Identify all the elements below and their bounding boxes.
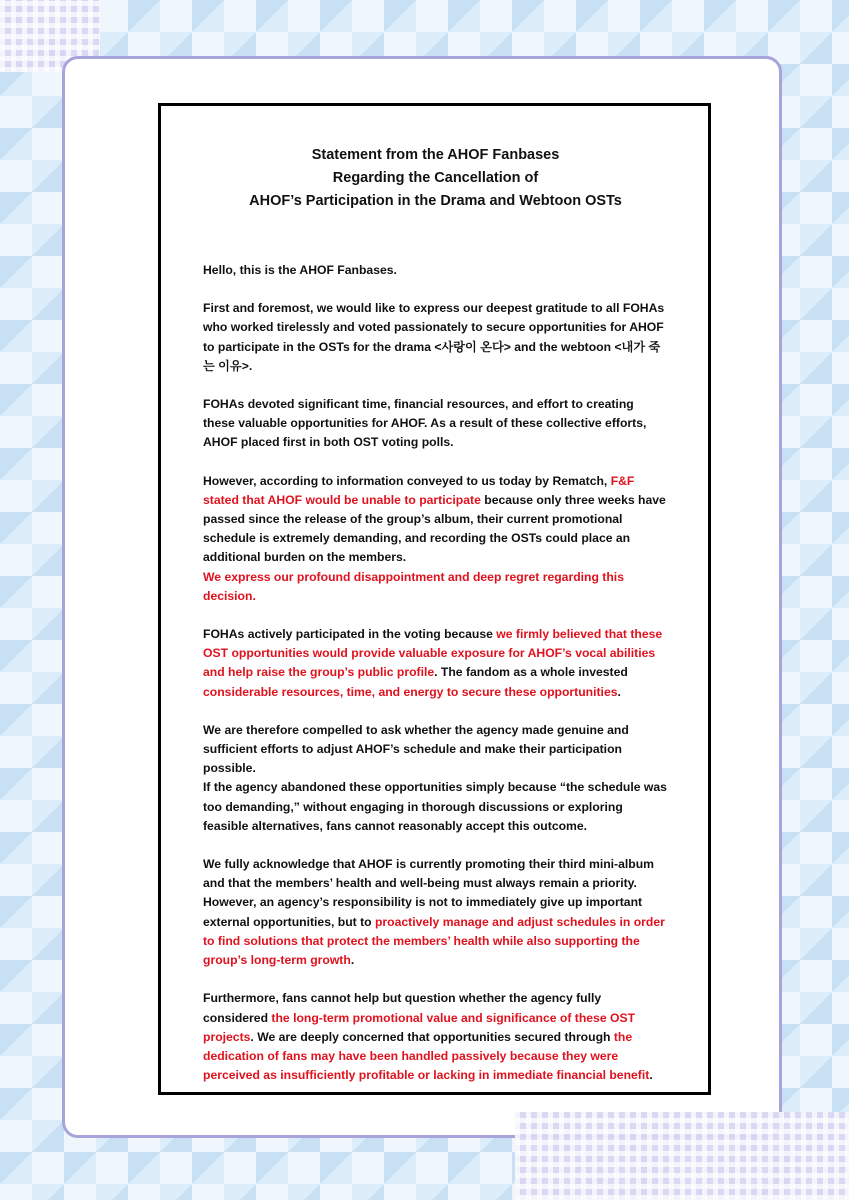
paragraph-text: . We are deeply concerned that opportunities secured through (250, 1029, 614, 1044)
paragraph-text: . (350, 953, 355, 968)
paragraph-text: FOHAs devoted significant time, financial resources, and effort to creating these valuable opportunities for AHOF. As a result of these collective efforts, AHOF placed first in both OST voting polls. (203, 397, 647, 450)
statement-paragraph (203, 299, 668, 376)
statement-paragraph (203, 989, 668, 1085)
title-line-2: Regarding the Cancellation of (332, 170, 539, 186)
highlighted-text: considerable resources, time, and energy to secure these opportunities (203, 684, 618, 699)
statement-paragraph (203, 625, 668, 702)
statement-paragraph (203, 472, 668, 606)
statement-title (199, 144, 672, 213)
paragraph-text: Hello, this is the AHOF Fanbases. (203, 263, 397, 277)
paragraph-text: because only three weeks have passed since the release of the group’s album, their current promotional schedule is extremely demanding, and recording the OSTs could place an additional burden on the members. (203, 492, 666, 565)
statement-document (158, 103, 711, 1095)
statement-body (203, 261, 668, 1085)
highlighted-text: F&F stated that AHOF would be unable to participate (203, 473, 635, 507)
statement-paragraph (203, 855, 668, 970)
paragraph-text: However, according to information conveyed to us today by Rematch, (203, 473, 611, 488)
statement-paragraph (203, 395, 668, 453)
paragraph-text: . (649, 1068, 653, 1083)
statement-paragraph (203, 261, 668, 280)
statement-paragraph (203, 721, 668, 836)
paragraph-text: We are therefore compelled to ask whether the agency made genuine and sufficient efforts to adjust AHOF’s schedule and make their participation possible. (203, 722, 629, 776)
paragraph-text: If the agency abandoned these opportunities simply because “the schedule was too demanding,” without engaging in thorough discussions or exploring feasible alternatives, fans cannot reasonably accept this outcome. (203, 780, 667, 833)
washi-tape-bottom-right (515, 1112, 849, 1200)
highlighted-text: We express our profound disappointment and deep regret regarding this decision. (203, 569, 624, 603)
paragraph-text: FOHAs actively participated in the voting because (203, 627, 497, 642)
title-line-3: AHOF’s Participation in the Drama and Webtoon OSTs (249, 193, 622, 209)
paragraph-text: . The fandom as a whole invested (434, 665, 628, 680)
paragraph-text: . (617, 684, 621, 699)
highlighted-text: we firmly believed that these OST opportunities would provide valuable exposure for AHOF’s vocal abilities and help raise the group’s public profile (203, 627, 663, 680)
paragraph-text: Furthermore, fans cannot help but question whether the agency fully considered (203, 991, 602, 1025)
paragraph-text: First and foremost, we would like to express our deepest gratitude to all FOHAs who worked tirelessly and voted passionately to secure opportunities for AHOF to participate in the OSTs for the drama <사랑이 온다> and the webtoon <내가 죽는 이유>. (203, 301, 665, 373)
title-line-1: Statement from the AHOF Fanbases (311, 147, 560, 163)
highlighted-text: the long-term promotional value and significance of these OST projects (203, 1010, 636, 1044)
highlighted-text: the dedication of fans may have been handled passively because they were perceived as insufficiently profitable or lacking in immediate financial benefit (203, 1029, 650, 1083)
paragraph-text: We fully acknowledge that AHOF is currently promoting their third mini-album and that the members’ health and well-being must always remain a priority. However, an agency’s responsibility is not to immediately give up important external opportunities, but to (203, 857, 654, 929)
highlighted-text: proactively manage and adjust schedules in order to find solutions that protect the members’ health while also supporting the group’s long-term growth (203, 914, 665, 968)
